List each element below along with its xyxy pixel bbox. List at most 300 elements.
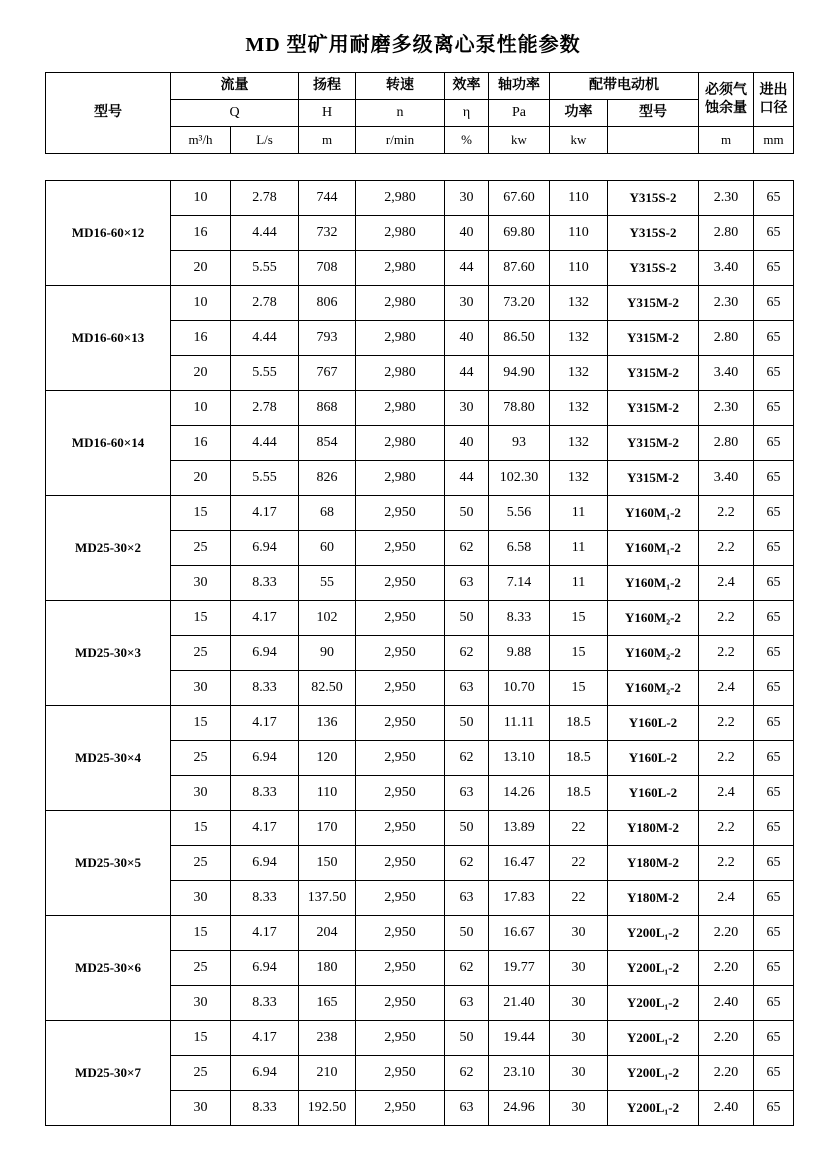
pump-model: MD25-30×4 bbox=[46, 706, 171, 811]
table-cell: 30 bbox=[550, 951, 608, 986]
pump-model: MD16-60×14 bbox=[46, 391, 171, 496]
col-header-flow-unit-m3h: m³/h bbox=[171, 127, 231, 154]
table-cell: 6.58 bbox=[489, 531, 550, 566]
table-cell: 2,950 bbox=[356, 811, 445, 846]
table-cell: 25 bbox=[171, 741, 231, 776]
table-cell: 67.60 bbox=[489, 181, 550, 216]
table-cell: 744 bbox=[299, 181, 356, 216]
motor-model-cell: Y180M-2 bbox=[608, 811, 699, 846]
table-cell: 23.10 bbox=[489, 1056, 550, 1091]
table-cell: 2,950 bbox=[356, 741, 445, 776]
table-cell: 2,950 bbox=[356, 1056, 445, 1091]
col-header-port bbox=[754, 73, 794, 127]
motor-model-cell: Y200L₁-2 bbox=[608, 1091, 699, 1126]
table-cell: 10 bbox=[171, 181, 231, 216]
motor-model-cell: Y315M-2 bbox=[608, 286, 699, 321]
port-label-line2: 口径 bbox=[759, 100, 788, 116]
table-cell: 10.70 bbox=[489, 671, 550, 706]
motor-model-cell: Y200L₁-2 bbox=[608, 916, 699, 951]
table-cell: 65 bbox=[754, 321, 794, 356]
table-cell: 25 bbox=[171, 846, 231, 881]
table-cell: 62 bbox=[445, 1056, 489, 1091]
table-cell: 87.60 bbox=[489, 251, 550, 286]
table-cell: 65 bbox=[754, 181, 794, 216]
spec-table-header bbox=[45, 72, 794, 154]
table-cell: 2.2 bbox=[699, 636, 754, 671]
table-cell: 2.4 bbox=[699, 881, 754, 916]
table-cell: 40 bbox=[445, 321, 489, 356]
table-cell: 16.47 bbox=[489, 846, 550, 881]
table-cell: 65 bbox=[754, 1091, 794, 1126]
col-header-port-unit: mm bbox=[754, 127, 794, 154]
table-cell: 2,980 bbox=[356, 251, 445, 286]
table-cell: 6.94 bbox=[231, 846, 299, 881]
table-cell: 137.50 bbox=[299, 881, 356, 916]
table-cell: 50 bbox=[445, 1021, 489, 1056]
table-cell: 44 bbox=[445, 356, 489, 391]
table-cell: 65 bbox=[754, 881, 794, 916]
table-cell: 6.94 bbox=[231, 636, 299, 671]
table-cell: 11 bbox=[550, 566, 608, 601]
table-cell: 25 bbox=[171, 636, 231, 671]
table-cell: 2,980 bbox=[356, 321, 445, 356]
pump-model: MD16-60×12 bbox=[46, 181, 171, 286]
table-cell: 11 bbox=[550, 531, 608, 566]
table-cell: 62 bbox=[445, 741, 489, 776]
table-cell: 15 bbox=[550, 636, 608, 671]
motor-model-cell: Y315M-2 bbox=[608, 461, 699, 496]
table-cell: 65 bbox=[754, 741, 794, 776]
table-cell: 82.50 bbox=[299, 671, 356, 706]
table-row bbox=[46, 916, 794, 951]
table-row bbox=[46, 601, 794, 636]
col-header-speed-unit: r/min bbox=[356, 127, 445, 154]
table-cell: 2.80 bbox=[699, 216, 754, 251]
table-cell: 65 bbox=[754, 776, 794, 811]
table-cell: 65 bbox=[754, 356, 794, 391]
table-cell: 65 bbox=[754, 811, 794, 846]
col-header-model: 型号 bbox=[46, 73, 171, 154]
col-header-shaft-power-symbol: Pa bbox=[489, 100, 550, 127]
table-cell: 68 bbox=[299, 496, 356, 531]
table-cell: 2.30 bbox=[699, 391, 754, 426]
table-cell: 4.44 bbox=[231, 426, 299, 461]
table-cell: 110 bbox=[550, 216, 608, 251]
col-header-motor-power-unit: kw bbox=[550, 127, 608, 154]
table-cell: 2.20 bbox=[699, 951, 754, 986]
table-cell: 15 bbox=[171, 601, 231, 636]
table-cell: 15 bbox=[171, 916, 231, 951]
table-cell: 2,950 bbox=[356, 846, 445, 881]
table-cell: 826 bbox=[299, 461, 356, 496]
table-cell: 30 bbox=[171, 881, 231, 916]
table-cell: 2,950 bbox=[356, 916, 445, 951]
table-cell: 732 bbox=[299, 216, 356, 251]
col-header-motor: 配带电动机 bbox=[550, 73, 699, 100]
col-header-efficiency-unit: % bbox=[445, 127, 489, 154]
motor-model-cell: Y315M-2 bbox=[608, 356, 699, 391]
table-cell: 10 bbox=[171, 286, 231, 321]
table-cell: 63 bbox=[445, 1091, 489, 1126]
table-cell: 50 bbox=[445, 916, 489, 951]
table-cell: 132 bbox=[550, 286, 608, 321]
table-cell: 69.80 bbox=[489, 216, 550, 251]
table-cell: 2.2 bbox=[699, 496, 754, 531]
table-cell: 30 bbox=[550, 1091, 608, 1126]
motor-model-cell: Y315S-2 bbox=[608, 181, 699, 216]
table-cell: 20 bbox=[171, 461, 231, 496]
table-cell: 62 bbox=[445, 846, 489, 881]
table-cell: 93 bbox=[489, 426, 550, 461]
table-cell: 30 bbox=[171, 671, 231, 706]
table-cell: 3.40 bbox=[699, 356, 754, 391]
table-cell: 63 bbox=[445, 986, 489, 1021]
motor-model-cell: Y200L₁-2 bbox=[608, 951, 699, 986]
table-cell: 6.94 bbox=[231, 531, 299, 566]
table-cell: 2.80 bbox=[699, 321, 754, 356]
pump-table-body bbox=[46, 181, 794, 1126]
table-cell: 13.89 bbox=[489, 811, 550, 846]
pump-model: MD16-60×13 bbox=[46, 286, 171, 391]
motor-model-cell: Y200L₁-2 bbox=[608, 1056, 699, 1091]
table-cell: 192.50 bbox=[299, 1091, 356, 1126]
table-row bbox=[46, 1021, 794, 1056]
table-cell: 5.55 bbox=[231, 251, 299, 286]
table-cell: 204 bbox=[299, 916, 356, 951]
table-cell: 2,980 bbox=[356, 181, 445, 216]
motor-model-cell: Y315M-2 bbox=[608, 391, 699, 426]
col-header-flow-symbol: Q bbox=[171, 100, 299, 127]
col-header-shaft-power-unit: kw bbox=[489, 127, 550, 154]
table-cell: 18.5 bbox=[550, 776, 608, 811]
table-cell: 7.14 bbox=[489, 566, 550, 601]
col-header-motor-model-unit-empty bbox=[608, 127, 699, 154]
table-cell: 16 bbox=[171, 321, 231, 356]
table-cell: 50 bbox=[445, 496, 489, 531]
table-cell: 165 bbox=[299, 986, 356, 1021]
motor-model-cell: Y160L-2 bbox=[608, 776, 699, 811]
col-header-head-unit: m bbox=[299, 127, 356, 154]
table-cell: 65 bbox=[754, 636, 794, 671]
table-cell: 8.33 bbox=[231, 881, 299, 916]
page-title: MD 型矿用耐磨多级离心泵性能参数 bbox=[245, 34, 581, 56]
table-cell: 86.50 bbox=[489, 321, 550, 356]
table-cell: 14.26 bbox=[489, 776, 550, 811]
table-cell: 2.20 bbox=[699, 1021, 754, 1056]
table-row bbox=[46, 181, 794, 216]
table-cell: 2,950 bbox=[356, 566, 445, 601]
table-cell: 2,950 bbox=[356, 706, 445, 741]
table-cell: 65 bbox=[754, 496, 794, 531]
col-header-shaft-power: 轴功率 bbox=[489, 73, 550, 100]
table-cell: 65 bbox=[754, 286, 794, 321]
table-cell: 4.44 bbox=[231, 216, 299, 251]
col-header-efficiency: 效率 bbox=[445, 73, 489, 100]
table-cell: 2,980 bbox=[356, 391, 445, 426]
table-cell: 854 bbox=[299, 426, 356, 461]
table-cell: 30 bbox=[550, 986, 608, 1021]
table-cell: 2.20 bbox=[699, 1056, 754, 1091]
table-cell: 65 bbox=[754, 391, 794, 426]
pump-model: MD25-30×6 bbox=[46, 916, 171, 1021]
table-cell: 30 bbox=[550, 1056, 608, 1091]
motor-model-cell: Y160L-2 bbox=[608, 741, 699, 776]
table-cell: 30 bbox=[171, 986, 231, 1021]
table-cell: 78.80 bbox=[489, 391, 550, 426]
motor-model-cell: Y160M₁-2 bbox=[608, 496, 699, 531]
table-cell: 65 bbox=[754, 531, 794, 566]
table-cell: 4.17 bbox=[231, 1021, 299, 1056]
table-cell: 30 bbox=[550, 1021, 608, 1056]
table-cell: 65 bbox=[754, 461, 794, 496]
col-header-flow: 流量 bbox=[171, 73, 299, 100]
motor-model-cell: Y160M₂-2 bbox=[608, 671, 699, 706]
table-cell: 210 bbox=[299, 1056, 356, 1091]
motor-model-cell: Y315S-2 bbox=[608, 251, 699, 286]
table-cell: 24.96 bbox=[489, 1091, 550, 1126]
table-cell: 62 bbox=[445, 531, 489, 566]
table-cell: 17.83 bbox=[489, 881, 550, 916]
pump-model: MD25-30×2 bbox=[46, 496, 171, 601]
motor-model-cell: Y160M₁-2 bbox=[608, 566, 699, 601]
table-cell: 4.17 bbox=[231, 496, 299, 531]
table-cell: 2.80 bbox=[699, 426, 754, 461]
table-cell: 22 bbox=[550, 881, 608, 916]
table-cell: 2,950 bbox=[356, 1091, 445, 1126]
motor-model-cell: Y200L₁-2 bbox=[608, 986, 699, 1021]
table-cell: 30 bbox=[550, 916, 608, 951]
col-header-motor-power: 功率 bbox=[550, 100, 608, 127]
table-cell: 708 bbox=[299, 251, 356, 286]
table-cell: 40 bbox=[445, 216, 489, 251]
table-cell: 65 bbox=[754, 601, 794, 636]
table-cell: 65 bbox=[754, 951, 794, 986]
table-cell: 65 bbox=[754, 671, 794, 706]
table-cell: 60 bbox=[299, 531, 356, 566]
col-header-speed-symbol: n bbox=[356, 100, 445, 127]
table-cell: 132 bbox=[550, 321, 608, 356]
motor-model-cell: Y200L₁-2 bbox=[608, 1021, 699, 1056]
table-cell: 2.20 bbox=[699, 916, 754, 951]
table-cell: 238 bbox=[299, 1021, 356, 1056]
table-cell: 15 bbox=[171, 811, 231, 846]
table-cell: 110 bbox=[550, 181, 608, 216]
port-label-line1: 进出 bbox=[759, 83, 788, 98]
table-cell: 30 bbox=[171, 566, 231, 601]
table-cell: 2,950 bbox=[356, 671, 445, 706]
table-cell: 30 bbox=[445, 391, 489, 426]
table-cell: 25 bbox=[171, 531, 231, 566]
table-cell: 4.17 bbox=[231, 601, 299, 636]
motor-model-cell: Y160M₂-2 bbox=[608, 601, 699, 636]
motor-model-cell: Y160M₂-2 bbox=[608, 636, 699, 671]
col-header-npsh-unit: m bbox=[699, 127, 754, 154]
table-cell: 2.2 bbox=[699, 706, 754, 741]
table-cell: 63 bbox=[445, 671, 489, 706]
table-cell: 20 bbox=[171, 356, 231, 391]
table-cell: 2.2 bbox=[699, 531, 754, 566]
table-cell: 6.94 bbox=[231, 951, 299, 986]
table-cell: 2.40 bbox=[699, 1091, 754, 1126]
table-cell: 65 bbox=[754, 846, 794, 881]
table-cell: 110 bbox=[299, 776, 356, 811]
table-cell: 132 bbox=[550, 391, 608, 426]
table-cell: 50 bbox=[445, 706, 489, 741]
table-cell: 806 bbox=[299, 286, 356, 321]
table-cell: 2,950 bbox=[356, 776, 445, 811]
table-cell: 2,980 bbox=[356, 461, 445, 496]
table-cell: 5.56 bbox=[489, 496, 550, 531]
table-cell: 94.90 bbox=[489, 356, 550, 391]
table-cell: 150 bbox=[299, 846, 356, 881]
col-header-efficiency-symbol: η bbox=[445, 100, 489, 127]
table-cell: 2.2 bbox=[699, 811, 754, 846]
table-cell: 22 bbox=[550, 811, 608, 846]
table-cell: 30 bbox=[171, 1091, 231, 1126]
motor-model-cell: Y160M₁-2 bbox=[608, 531, 699, 566]
table-cell: 25 bbox=[171, 951, 231, 986]
table-cell: 5.55 bbox=[231, 461, 299, 496]
table-cell: 15 bbox=[171, 496, 231, 531]
table-cell: 120 bbox=[299, 741, 356, 776]
table-cell: 110 bbox=[550, 251, 608, 286]
pump-model: MD25-30×7 bbox=[46, 1021, 171, 1126]
table-cell: 102.30 bbox=[489, 461, 550, 496]
table-cell: 132 bbox=[550, 356, 608, 391]
table-cell: 2.40 bbox=[699, 986, 754, 1021]
table-cell: 62 bbox=[445, 636, 489, 671]
table-cell: 132 bbox=[550, 461, 608, 496]
table-cell: 2,950 bbox=[356, 1021, 445, 1056]
table-cell: 2,980 bbox=[356, 286, 445, 321]
spec-table bbox=[45, 180, 794, 1126]
table-row bbox=[46, 286, 794, 321]
table-cell: 73.20 bbox=[489, 286, 550, 321]
table-cell: 30 bbox=[171, 776, 231, 811]
table-cell: 2,950 bbox=[356, 496, 445, 531]
table-cell: 5.55 bbox=[231, 356, 299, 391]
table-cell: 180 bbox=[299, 951, 356, 986]
table-cell: 30 bbox=[445, 181, 489, 216]
table-cell: 50 bbox=[445, 811, 489, 846]
table-cell: 15 bbox=[550, 671, 608, 706]
table-cell: 132 bbox=[550, 426, 608, 461]
col-header-npsh bbox=[699, 73, 754, 127]
table-cell: 2,980 bbox=[356, 356, 445, 391]
table-cell: 90 bbox=[299, 636, 356, 671]
table-cell: 8.33 bbox=[231, 671, 299, 706]
table-cell: 767 bbox=[299, 356, 356, 391]
table-cell: 6.94 bbox=[231, 741, 299, 776]
table-row bbox=[46, 706, 794, 741]
table-cell: 2.30 bbox=[699, 286, 754, 321]
table-cell: 8.33 bbox=[231, 986, 299, 1021]
col-header-flow-unit-ls: L/s bbox=[231, 127, 299, 154]
table-cell: 65 bbox=[754, 986, 794, 1021]
table-cell: 2,950 bbox=[356, 986, 445, 1021]
table-cell: 2.4 bbox=[699, 671, 754, 706]
table-cell: 2,950 bbox=[356, 601, 445, 636]
table-cell: 4.44 bbox=[231, 321, 299, 356]
pump-model: MD25-30×5 bbox=[46, 811, 171, 916]
table-cell: 2,950 bbox=[356, 636, 445, 671]
col-header-speed: 转速 bbox=[356, 73, 445, 100]
table-cell: 21.40 bbox=[489, 986, 550, 1021]
table-cell: 19.44 bbox=[489, 1021, 550, 1056]
table-cell: 65 bbox=[754, 706, 794, 741]
table-cell: 2.78 bbox=[231, 286, 299, 321]
table-cell: 65 bbox=[754, 1056, 794, 1091]
table-cell: 4.17 bbox=[231, 811, 299, 846]
table-cell: 50 bbox=[445, 601, 489, 636]
table-cell: 2,980 bbox=[356, 216, 445, 251]
table-cell: 63 bbox=[445, 566, 489, 601]
col-header-head-symbol: H bbox=[299, 100, 356, 127]
table-cell: 16 bbox=[171, 426, 231, 461]
table-cell: 65 bbox=[754, 251, 794, 286]
table-cell: 8.33 bbox=[489, 601, 550, 636]
table-cell: 2.2 bbox=[699, 741, 754, 776]
table-cell: 65 bbox=[754, 426, 794, 461]
table-cell: 44 bbox=[445, 461, 489, 496]
table-cell: 63 bbox=[445, 881, 489, 916]
table-cell: 2.30 bbox=[699, 181, 754, 216]
table-cell: 20 bbox=[171, 251, 231, 286]
table-cell: 2,950 bbox=[356, 531, 445, 566]
table-cell: 16.67 bbox=[489, 916, 550, 951]
table-cell: 22 bbox=[550, 846, 608, 881]
motor-model-cell: Y315M-2 bbox=[608, 426, 699, 461]
table-cell: 136 bbox=[299, 706, 356, 741]
table-cell: 25 bbox=[171, 1056, 231, 1091]
col-header-head: 扬程 bbox=[299, 73, 356, 100]
table-cell: 65 bbox=[754, 566, 794, 601]
npsh-label-line2: 蚀余量 bbox=[705, 100, 747, 116]
table-cell: 8.33 bbox=[231, 1091, 299, 1126]
table-cell: 2.4 bbox=[699, 566, 754, 601]
table-cell: 6.94 bbox=[231, 1056, 299, 1091]
table-cell: 15 bbox=[550, 601, 608, 636]
table-cell: 2,950 bbox=[356, 951, 445, 986]
table-cell: 3.40 bbox=[699, 461, 754, 496]
table-cell: 65 bbox=[754, 216, 794, 251]
motor-model-cell: Y160L-2 bbox=[608, 706, 699, 741]
table-cell: 4.17 bbox=[231, 916, 299, 951]
table-row bbox=[46, 811, 794, 846]
table-cell: 65 bbox=[754, 1021, 794, 1056]
table-cell: 15 bbox=[171, 1021, 231, 1056]
motor-model-cell: Y180M-2 bbox=[608, 846, 699, 881]
table-cell: 170 bbox=[299, 811, 356, 846]
table-cell: 102 bbox=[299, 601, 356, 636]
table-row bbox=[46, 391, 794, 426]
table-cell: 4.17 bbox=[231, 706, 299, 741]
table-cell: 793 bbox=[299, 321, 356, 356]
table-cell: 8.33 bbox=[231, 776, 299, 811]
table-cell: 9.88 bbox=[489, 636, 550, 671]
table-cell: 65 bbox=[754, 916, 794, 951]
col-header-motor-model: 型号 bbox=[608, 100, 699, 127]
table-cell: 868 bbox=[299, 391, 356, 426]
table-cell: 2.78 bbox=[231, 391, 299, 426]
table-cell: 2.4 bbox=[699, 776, 754, 811]
table-cell: 11 bbox=[550, 496, 608, 531]
table-cell: 2.78 bbox=[231, 181, 299, 216]
motor-model-cell: Y315M-2 bbox=[608, 321, 699, 356]
table-cell: 10 bbox=[171, 391, 231, 426]
npsh-label-line1: 必须气 bbox=[705, 83, 747, 98]
table-cell: 15 bbox=[171, 706, 231, 741]
